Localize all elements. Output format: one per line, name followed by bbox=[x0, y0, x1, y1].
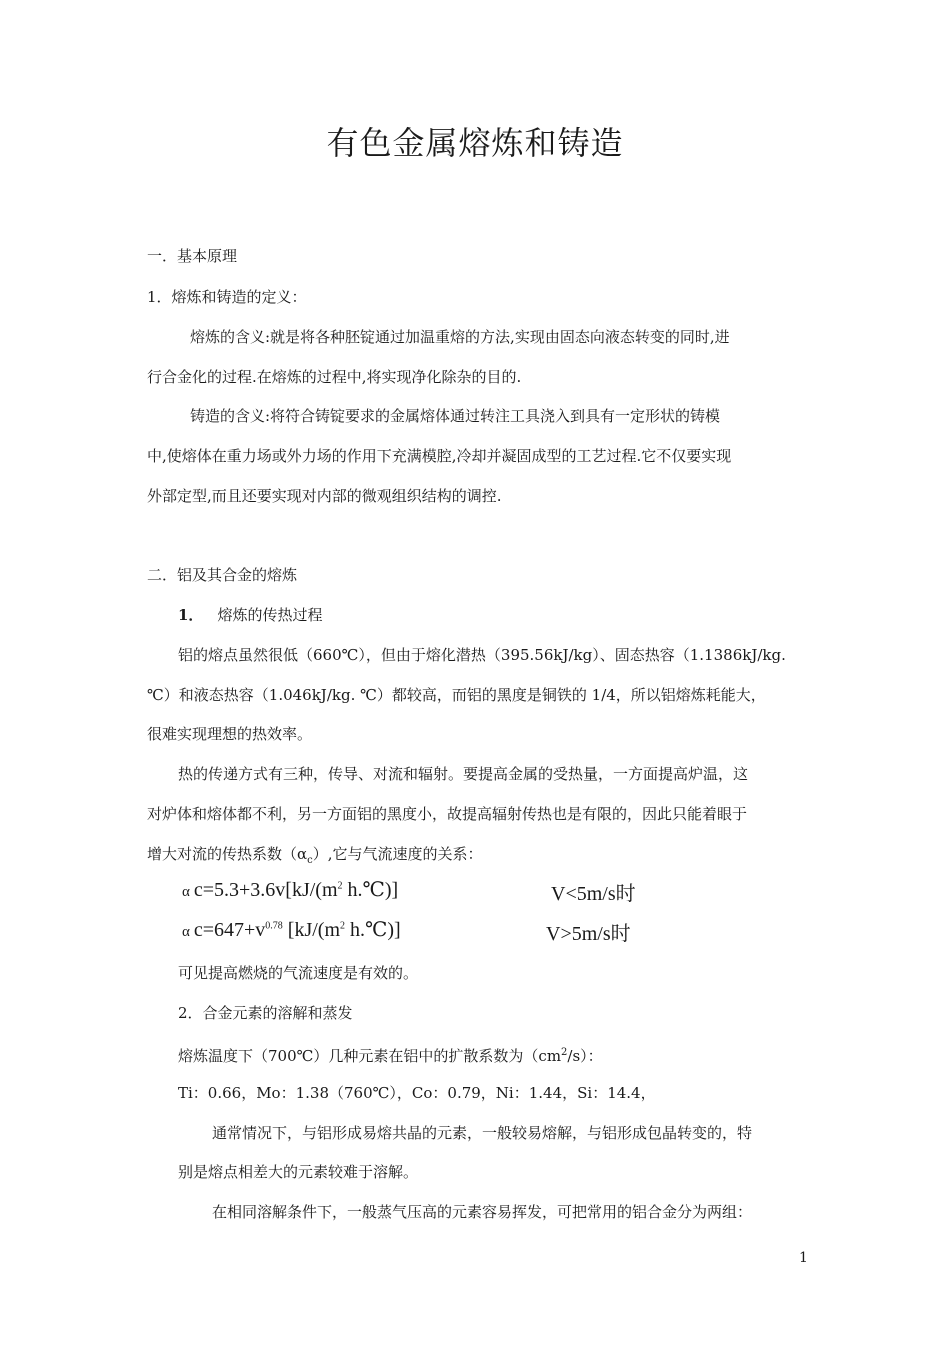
subscript: c bbox=[307, 855, 313, 866]
paragraph-line: 别是熔点相差大的元素较难于溶解。 bbox=[178, 1163, 419, 1181]
paragraph-line bbox=[147, 844, 483, 871]
formula-2 bbox=[182, 917, 401, 942]
subsection-heading: 2．合金元素的溶解和蒸发 bbox=[178, 1004, 353, 1022]
paragraph-line bbox=[178, 1043, 603, 1066]
paragraph-line: 外部定型,而且还要实现对内部的微观组织结构的调控. bbox=[147, 487, 502, 505]
formula-1-condition: V<5m/s时 bbox=[551, 883, 636, 905]
formula-text: c=647+v bbox=[193, 919, 266, 941]
formula-text: h.℃)] bbox=[342, 879, 399, 901]
alpha-symbol: α bbox=[182, 884, 190, 900]
text-segment: 熔炼温度下（700℃）几种元素在铝中的扩散系数为（cm bbox=[178, 1047, 562, 1065]
paragraph-line: Ti：0.66，Mo：1.38（760℃），Co：0.79，Ni：1.44，Si：14.4， bbox=[178, 1084, 656, 1102]
superscript: 0.78 bbox=[265, 920, 283, 932]
paragraph-line: 通常情况下，与铝形成易熔共晶的元素，一般较易熔解，与铝形成包晶转变的，特 bbox=[212, 1124, 753, 1142]
text-segment: ）,它与气流速度的关系： bbox=[312, 845, 483, 863]
section-heading: 二．铝及其合金的熔炼 bbox=[147, 566, 298, 584]
superscript: 2 bbox=[337, 880, 343, 892]
formula-text: [kJ/(m bbox=[282, 919, 341, 941]
paragraph-line: 热的传递方式有三种，传导、对流和辐射。要提高金属的受热量，一方面提高炉温，这 bbox=[178, 765, 749, 783]
alpha-symbol: α bbox=[182, 924, 190, 940]
subsection-heading bbox=[178, 605, 322, 625]
page-number: 1 bbox=[799, 1250, 808, 1266]
paragraph-line: 在相同溶解条件下，一般蒸气压高的元素容易挥发，可把常用的铝合金分为两组： bbox=[212, 1203, 753, 1221]
paragraph-line: ℃）和液态热容（1.046kJ/kg. ℃）都较高，而铝的黑度是铜铁的 1/4，所以铝熔炼耗能大， bbox=[147, 686, 766, 704]
text-segment: /s）： bbox=[567, 1047, 603, 1065]
paragraph-line: 对炉体和熔体都不利，另一方面铝的黑度小，故提高辐射传热也是有限的，因此只能着眼于 bbox=[147, 805, 748, 823]
formula-1 bbox=[182, 877, 398, 902]
page-title: 有色金属熔炼和铸造 bbox=[326, 124, 624, 162]
paragraph-line: 熔炼的含义:就是将各种胚锭通过加温重熔的方法,实现由固态向液态转变的同时,进 bbox=[190, 328, 730, 346]
subsection-number: 1． bbox=[178, 606, 204, 624]
formula-text: h.℃)] bbox=[345, 919, 401, 941]
subsection-text: 熔炼的传热过程 bbox=[217, 606, 323, 624]
paragraph-line: 很难实现理想的热效率。 bbox=[147, 725, 313, 743]
section-heading: 一．基本原理 bbox=[147, 247, 238, 265]
paragraph-line: 铸造的含义:将符合铸锭要求的金属熔体通过转注工具浇入到具有一定形状的铸模 bbox=[190, 407, 721, 425]
superscript: 2 bbox=[340, 920, 346, 932]
formula-text: c=5.3+3.6v[kJ/(m bbox=[193, 879, 338, 901]
text-segment: 增大对流的传热系数（α bbox=[147, 845, 308, 863]
paragraph-line: 行合金化的过程.在熔炼的过程中,将实现净化除杂的目的. bbox=[147, 368, 522, 386]
paragraph-line: 可见提高燃烧的气流速度是有效的。 bbox=[178, 964, 419, 982]
formula-2-condition: V>5m/s时 bbox=[546, 923, 631, 945]
paragraph-line: 中,使熔体在重力场或外力场的作用下充满模腔,冷却并凝固成型的工艺过程.它不仅要实现 bbox=[147, 447, 732, 465]
subsection-heading: 1．熔炼和铸造的定义： bbox=[147, 288, 307, 306]
superscript: 2 bbox=[561, 1047, 568, 1058]
paragraph-line: 铝的熔点虽然很低（660℃），但由于熔化潜热（395.56kJ/kg）、固态热容（1.1386kJ/kg. bbox=[178, 646, 786, 664]
